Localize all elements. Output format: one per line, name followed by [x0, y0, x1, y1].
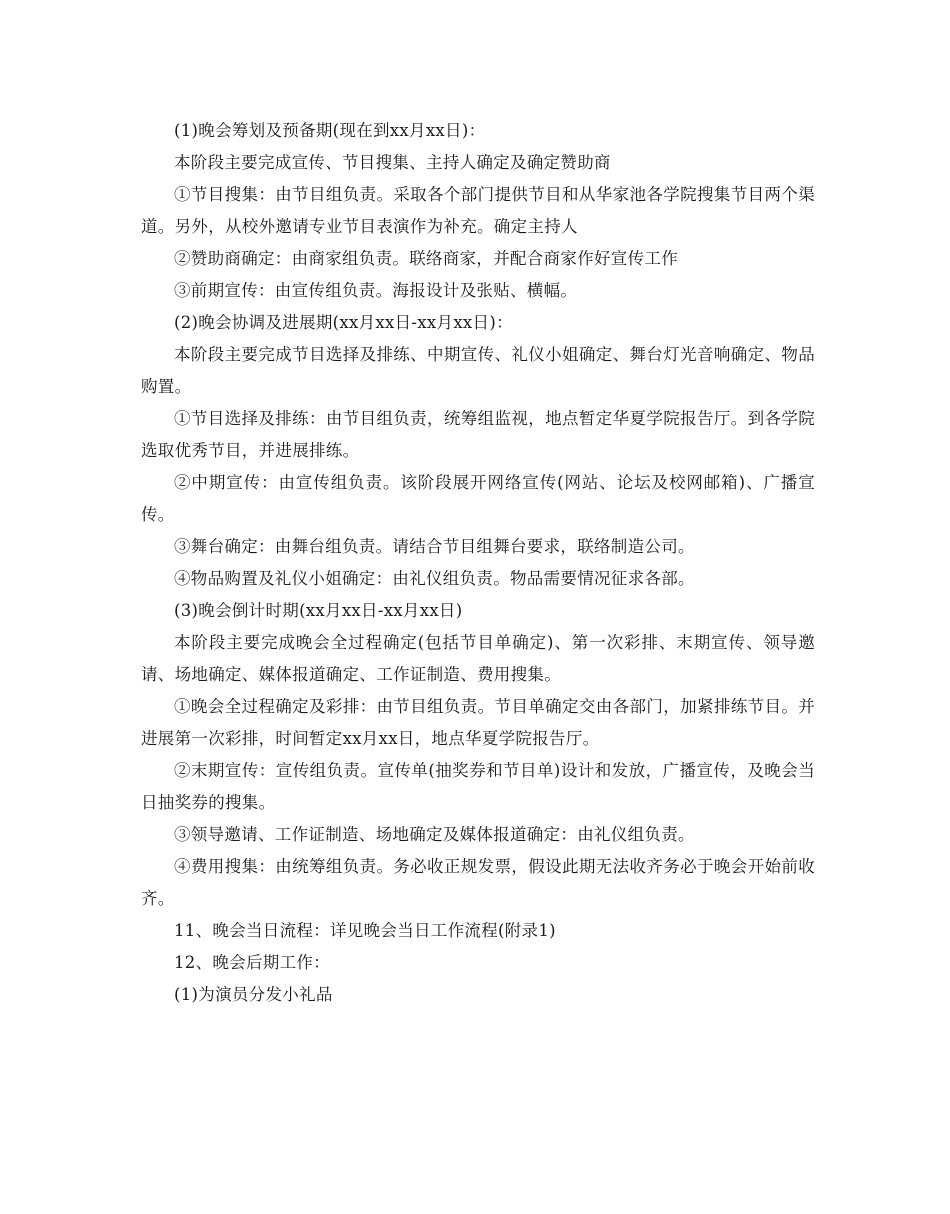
paragraph: ③领导邀请、工作证制造、场地确定及媒体报道确定：由礼仪组负责。: [174, 825, 695, 844]
paragraph: 12、晚会后期工作：: [174, 953, 330, 972]
paragraph: ②末期宣传：宣传组负责。宣传单(抽奖券和节目单)设计和发放，广播宣传，及晚会当日抽奖券的搜集。: [141, 761, 815, 812]
paragraph: (2)晚会协调及进展期(xx月xx日-xx月xx日)：: [174, 313, 513, 332]
paragraph: ①晚会全过程确定及彩排：由节目组负责。节目单确定交由各部门，加紧排练节目。并进展第一次彩排，时间暂定xx月xx日，地点华夏学院报告厅。: [141, 697, 815, 748]
paragraph: (3)晚会倒计时期(xx月xx日-xx月xx日): [174, 601, 463, 620]
paragraph: ③舞台确定：由舞台组负责。请结合节目组舞台要求，联络制造公司。: [174, 537, 695, 556]
document-body: [141, 115, 815, 1011]
paragraph: 本阶段主要完成节目选择及排练、中期宣传、礼仪小姐确定、舞台灯光音响确定、物品购置。: [141, 345, 815, 396]
paragraph: (1)为演员分发小礼品: [174, 985, 333, 1004]
paragraph: ②赞助商确定：由商家组负责。联络商家，并配合商家作好宣传工作: [174, 249, 678, 268]
paragraph: 11、晚会当日流程：详见晚会当日工作流程(附录1): [174, 921, 556, 940]
paragraph: 本阶段主要完成宣传、节目搜集、主持人确定及确定赞助商: [174, 153, 611, 172]
paragraph: (1)晚会筹划及预备期(现在到xx月xx日)：: [174, 121, 486, 140]
paragraph: ③前期宣传：由宣传组负责。海报设计及张贴、横幅。: [174, 281, 578, 300]
paragraph: ④费用搜集：由统筹组负责。务必收正规发票，假设此期无法收齐务必于晚会开始前收齐。: [141, 857, 815, 908]
paragraph: 本阶段主要完成晚会全过程确定(包括节目单确定)、第一次彩排、末期宣传、领导邀请、场地确定、媒体报道确定、工作证制造、费用搜集。: [141, 633, 815, 684]
paragraph: ①节目选择及排练：由节目组负责，统筹组监视，地点暂定华夏学院报告厅。到各学院选取优秀节目，并进展排练。: [141, 409, 815, 460]
paragraph: ④物品购置及礼仪小姐确定：由礼仪组负责。物品需要情况征求各部。: [174, 569, 695, 588]
paragraph: ②中期宣传：由宣传组负责。该阶段展开网络宣传(网站、论坛及校网邮箱)、广播宣传。: [141, 473, 815, 524]
paragraph: ①节目搜集：由节目组负责。采取各个部门提供节目和从华家池各学院搜集节目两个渠道。另外，从校外邀请专业节目表演作为补充。确定主持人: [141, 185, 815, 236]
